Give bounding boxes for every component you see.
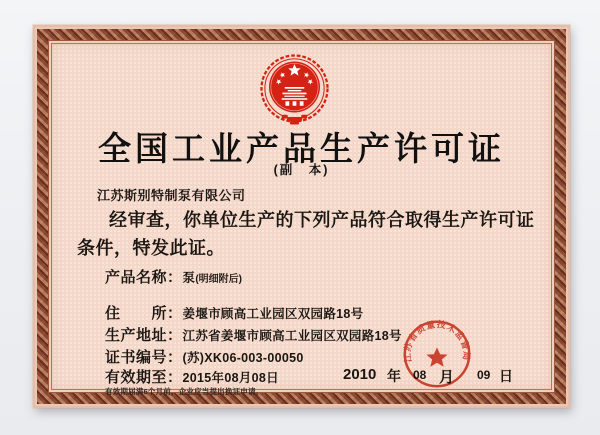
- seal-text: 江苏省质量技术监督局: [402, 319, 472, 363]
- field-valid-until: [105, 366, 279, 387]
- product-name-detail: (明细附后): [195, 274, 242, 285]
- statement-line-1: 经审查，你单位生产的下列产品符合取得生产许可证: [109, 210, 535, 230]
- residence-value: 姜堰市顾高工业园区双园路18号: [182, 307, 364, 321]
- certificate-title: 全国工业产品生产许可证: [98, 130, 505, 167]
- field-residence: [105, 302, 363, 323]
- product-name-value: 泵: [182, 271, 196, 285]
- statement-line-2: 条件，特发此证。: [77, 238, 225, 258]
- issue-year: 2010: [343, 366, 377, 383]
- issue-year-unit: 年: [387, 368, 401, 384]
- certificate: [33, 25, 570, 408]
- certificate-number-value: (苏)XK06-003-00050: [182, 351, 304, 365]
- production-address-label: 生产地址：: [105, 327, 183, 344]
- national-emblem-icon: [257, 54, 332, 126]
- issue-month-unit: 月: [439, 369, 455, 386]
- certificate-subtitle: (副 本): [273, 163, 330, 177]
- valid-until-label: 有效期至：: [105, 369, 183, 386]
- issue-month: 08: [413, 368, 427, 382]
- field-product-name: [105, 266, 242, 287]
- residence-label: 住 所：: [105, 305, 183, 322]
- product-name-label: 产品名称：: [105, 269, 183, 286]
- issue-day: 09: [477, 368, 491, 382]
- official-seal: [402, 319, 472, 389]
- certificate-number-label: 证书编号：: [105, 349, 183, 366]
- field-production-address: [105, 324, 402, 345]
- company-name: 江苏斯别特制泵有限公司: [97, 188, 246, 203]
- valid-until-value: 2015年08月08日: [182, 371, 279, 385]
- issue-day-unit: 日: [499, 368, 513, 384]
- field-certificate-number: [105, 346, 304, 367]
- renewal-note: 有效期届满6个月前，企业应当提出换证申请。: [105, 387, 264, 396]
- production-address-value: 江苏省姜堰市顾高工业园区双园路18号: [182, 329, 402, 343]
